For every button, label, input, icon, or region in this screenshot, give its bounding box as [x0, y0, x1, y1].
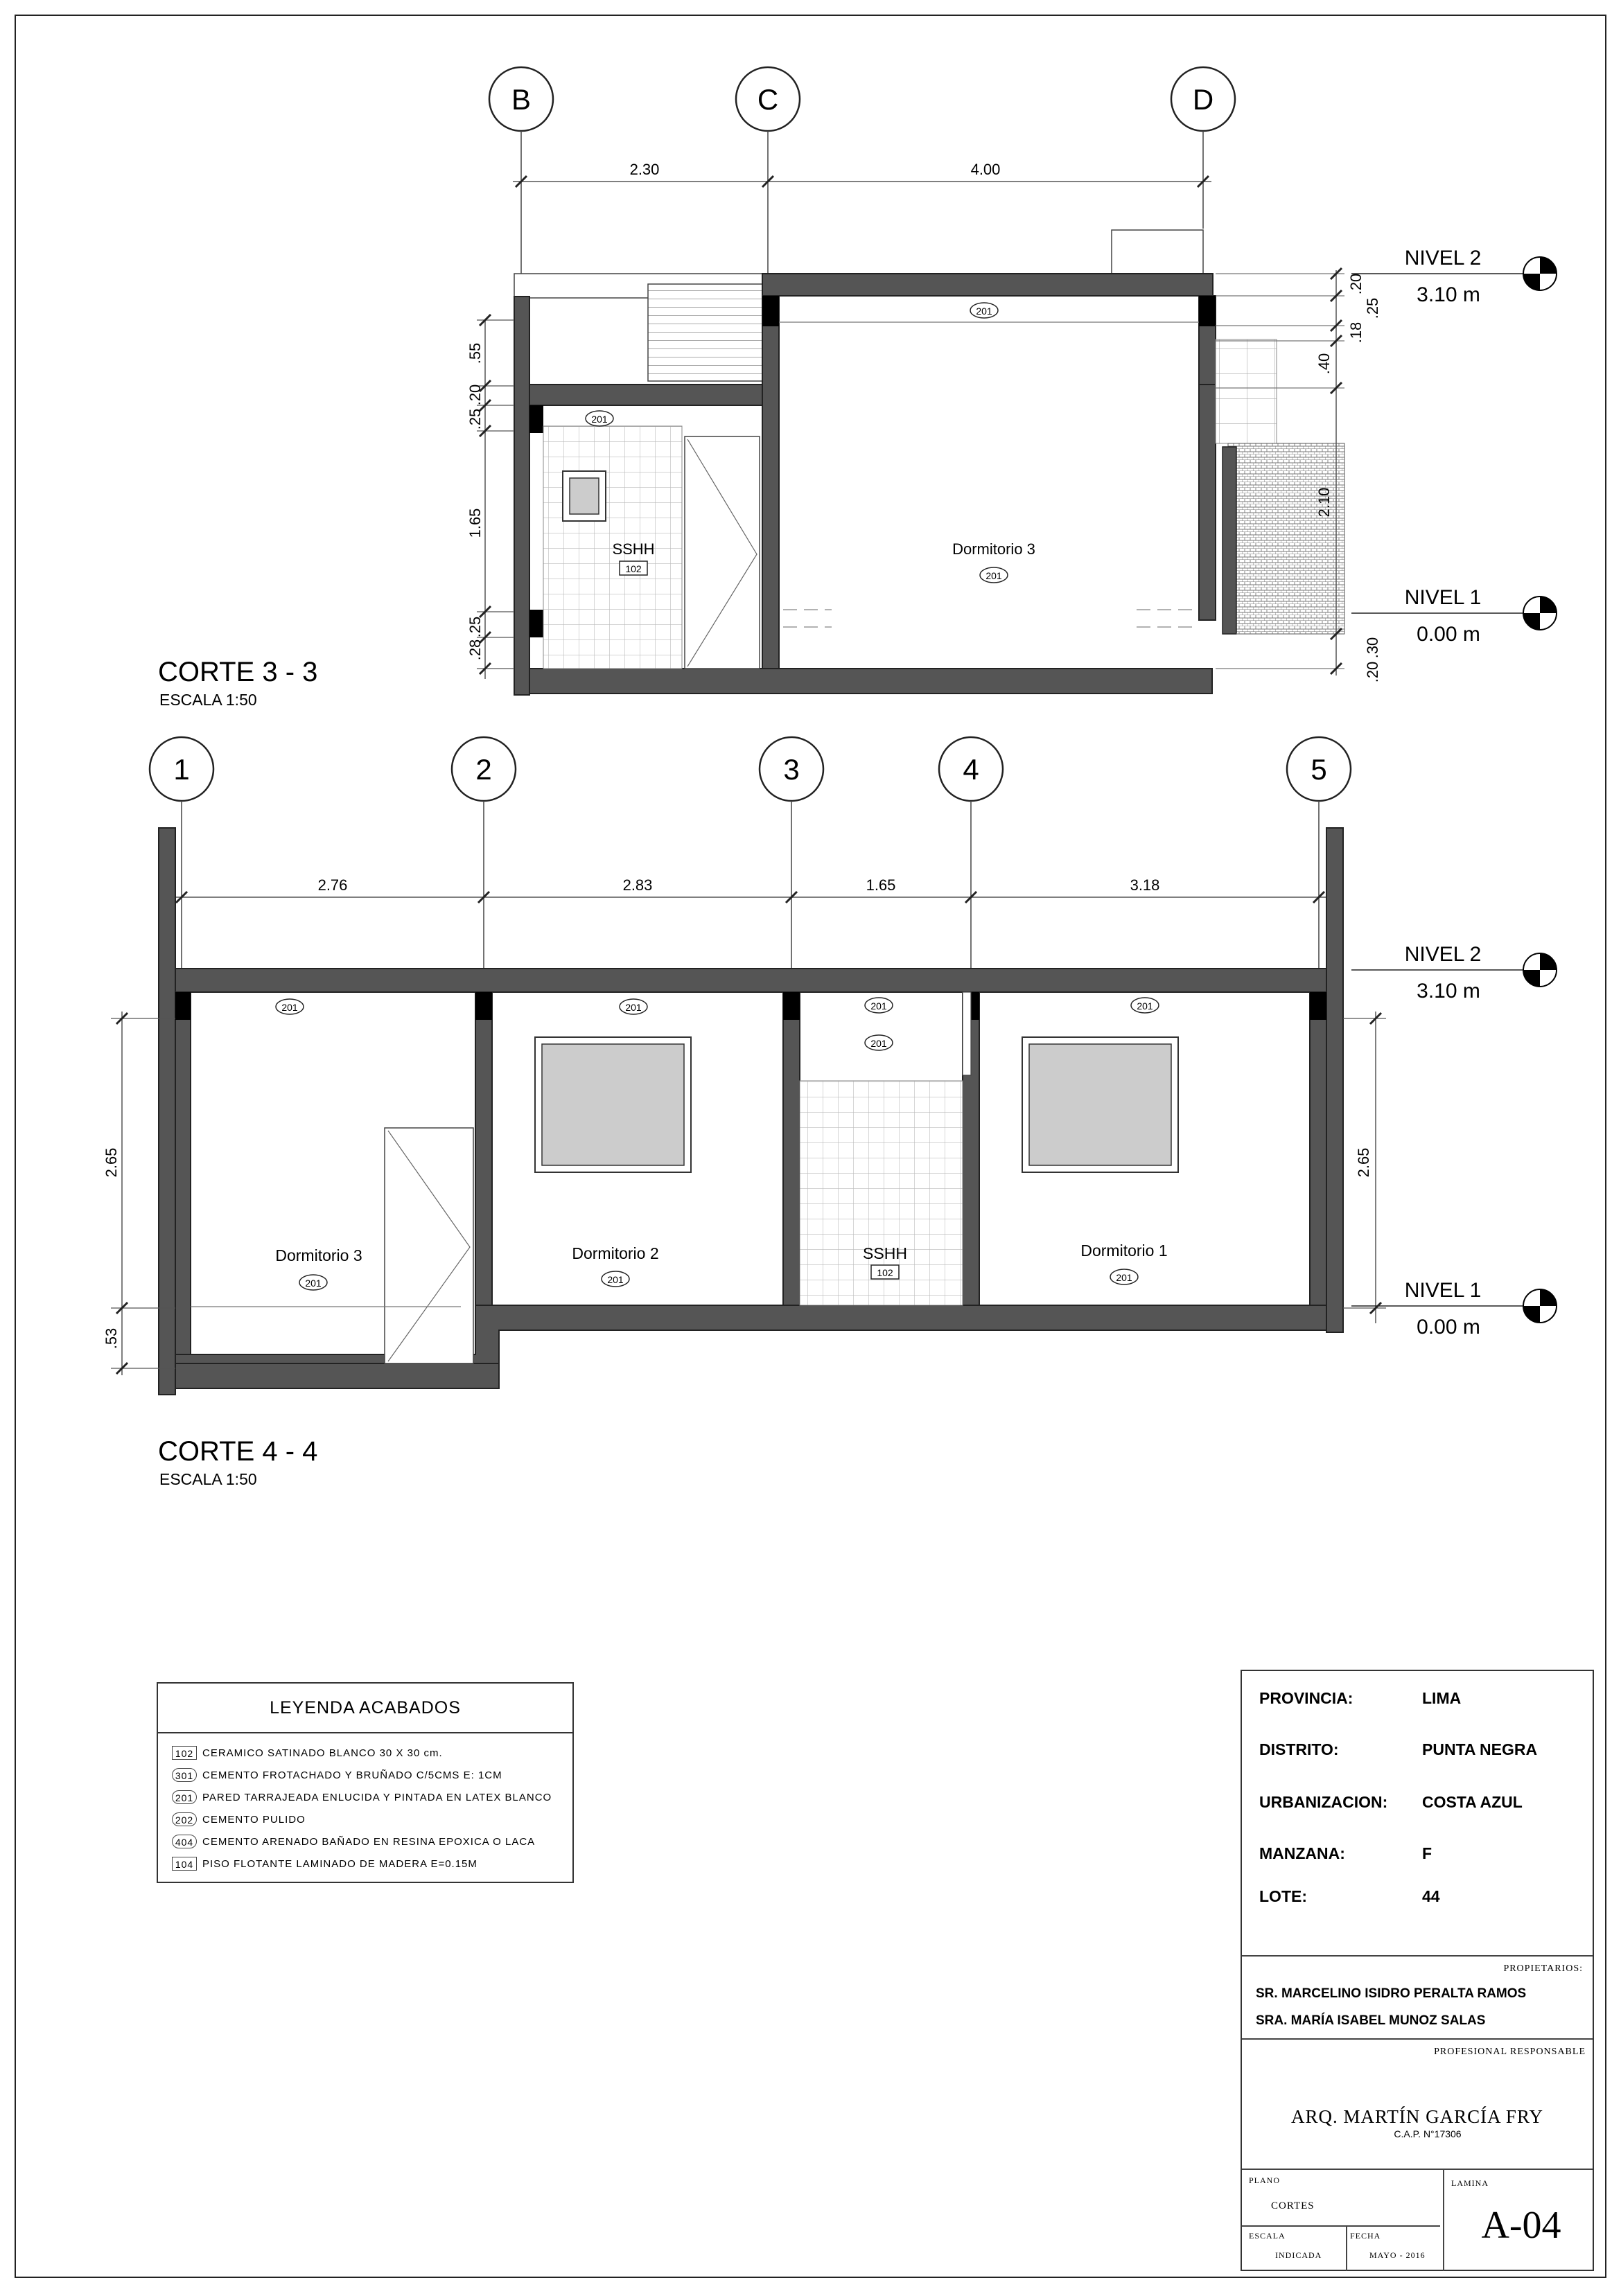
ceiling-tag-sshh-4-4: 201: [870, 1000, 887, 1012]
dim-2.83: 2.83: [622, 876, 653, 894]
escala-value: INDICADA: [1275, 2250, 1322, 2260]
dim-right-0.30: .30: [1364, 637, 1381, 659]
legend-code: 202: [172, 1812, 197, 1826]
legend-text: CEMENTO ARENADO BAÑADO EN RESINA EPOXICA O LACA: [202, 1835, 536, 1848]
room-code-sshh-3-3: 102: [625, 563, 642, 574]
level-label-nivel2-4-4: NIVEL 2: [1404, 943, 1482, 966]
dim-2.30: 2.30: [629, 161, 660, 178]
legend-title: LEYENDA ACABADOS: [158, 1684, 572, 1733]
ceiling-tag-dorm1-4-4: 201: [1137, 1000, 1153, 1012]
ceiling-tag-dorm2-4-4: 201: [625, 1002, 642, 1013]
plano-label: PLANO: [1249, 2175, 1281, 2185]
axis-5-marker: [1287, 737, 1351, 801]
title-block-field-value: F: [1422, 1844, 1432, 1862]
ceiling-tag-sshh-3-3: 201: [591, 414, 608, 425]
roof-slab-3-3: [762, 274, 1213, 296]
axis-4-label: 4: [963, 753, 979, 786]
level-marker-nivel1-4-4: [1351, 1279, 1557, 1339]
dim-left-0.25a: .25: [466, 408, 484, 430]
dim-left-0.55: .55: [466, 342, 484, 364]
axis-1-marker: [150, 737, 213, 801]
level-value-nivel1-3-3: 0.00 m: [1417, 623, 1480, 646]
legend-code: 201: [172, 1790, 197, 1804]
legend-code: 301: [172, 1768, 197, 1782]
dim-3.18: 3.18: [1130, 876, 1160, 894]
legend-text: CEMENTO FROTACHADO Y BRUÑADO C/5CMS E: 1CM: [202, 1769, 502, 1781]
section-title-4-4: CORTE 4 - 4: [158, 1436, 318, 1467]
section-title-3-3: CORTE 3 - 3: [158, 657, 318, 687]
title-block-field-label: URBANIZACION:: [1259, 1793, 1388, 1811]
legend-code: 404: [172, 1835, 197, 1848]
legend-item: [172, 1764, 566, 1786]
ceiling-tag-dorm3-4-4: 201: [281, 1002, 298, 1013]
level-label-nivel1-3-3: NIVEL 1: [1404, 586, 1482, 609]
dim-right-2.65: 2.65: [1355, 1147, 1372, 1178]
section-4-4: [103, 737, 1557, 1488]
room-label-dorm3-4-4: Dormitorio 3: [275, 1246, 362, 1264]
level-value-nivel1-4-4: 0.00 m: [1417, 1316, 1480, 1339]
room-label-sshh-3-3: SSHH: [612, 540, 655, 558]
legend-text: PARED TARRAJEADA ENLUCIDA Y PINTADA EN LATEX BLANCO: [202, 1791, 552, 1803]
legend-item: [172, 1853, 566, 1875]
legend-items: [172, 1742, 566, 1875]
axis-lines: [521, 131, 1203, 277]
level-marker-nivel2-4-4: [1351, 943, 1557, 1003]
legend-text: CEMENTO PULIDO: [202, 1813, 306, 1826]
lamina-label: LAMINA: [1451, 2178, 1489, 2188]
wall-tag-sshh-4-4: 201: [870, 1038, 887, 1049]
title-block-field-value: COSTA AZUL: [1422, 1793, 1523, 1811]
ceiling-tag-dorm3-3-3: 201: [976, 306, 992, 317]
owner-1: SR. MARCELINO ISIDRO PERALTA RAMOS: [1256, 1986, 1527, 2001]
title-block-field-label: MANZANA:: [1259, 1844, 1345, 1862]
axis-C-marker: [736, 67, 800, 131]
dim-left-0.20: .20: [466, 384, 484, 406]
room-label-sshh-4-4: SSHH: [863, 1244, 907, 1262]
legend-item: [172, 1830, 566, 1853]
door-dorm3-4-4: [385, 1128, 473, 1363]
room-code-dorm1-4-4: 201: [1116, 1272, 1132, 1283]
room-code-dorm3-4-4: 201: [305, 1278, 322, 1289]
legend-code: 102: [172, 1746, 197, 1760]
level-value-nivel2-3-3: 3.10 m: [1417, 283, 1480, 306]
axis-B-label: B: [511, 83, 532, 116]
legend-box: [157, 1682, 574, 1883]
room-label-dorm3-3-3: Dormitorio 3: [952, 540, 1035, 558]
fecha-label: FECHA: [1350, 2231, 1381, 2241]
axis-B-marker: [489, 67, 553, 131]
architect-name: ARQ. MARTÍN GARCÍA FRY: [1291, 2106, 1543, 2127]
dim-right-0.20: .20: [1347, 273, 1365, 295]
axis-D-marker: [1171, 67, 1235, 131]
room-code-dorm2-4-4: 201: [607, 1274, 624, 1285]
legend-text: CERAMICO SATINADO BLANCO 30 X 30 cm.: [202, 1747, 443, 1759]
owners-label: PROPIETARIOS:: [1503, 1963, 1583, 1974]
dim-right-0.40: .40: [1315, 353, 1333, 375]
room-label-dorm1-4-4: Dormitorio 1: [1080, 1242, 1168, 1260]
dim-2.76: 2.76: [317, 876, 348, 894]
dim-left-0.53: .53: [103, 1327, 120, 1350]
dim-right-0.18: .18: [1347, 321, 1365, 344]
escala-label: ESCALA: [1249, 2231, 1286, 2241]
level-marker-nivel2-3-3: [1351, 247, 1557, 306]
dim-right-0.20b: .20: [1364, 661, 1381, 683]
dim-left-0.28: .28: [466, 639, 484, 661]
architect-cap: C.A.P. N°17306: [1394, 2128, 1462, 2139]
level-label-nivel1-4-4: NIVEL 1: [1404, 1279, 1482, 1302]
door-3-3: [685, 436, 760, 669]
axis-C-label: C: [757, 83, 779, 116]
level-marker-nivel1-3-3: [1351, 586, 1557, 646]
dim-right-0.25: .25: [1364, 297, 1381, 319]
floor-slab-4-4: [175, 1305, 1326, 1363]
section-scale-3-3: ESCALA 1:50: [159, 691, 257, 709]
title-block: [1241, 1670, 1594, 2271]
dim-4.00: 4.00: [970, 161, 1001, 178]
dim-right-2.10: 2.10: [1315, 487, 1333, 518]
axis-4-marker: [939, 737, 1003, 801]
room-label-dorm2-4-4: Dormitorio 2: [572, 1244, 659, 1262]
dim-left-2.65: 2.65: [103, 1147, 120, 1178]
title-block-field-value: PUNTA NEGRA: [1422, 1740, 1538, 1758]
plano-value: CORTES: [1271, 2200, 1315, 2211]
legend-item: [172, 1808, 566, 1830]
room-code-dorm3-3-3: 201: [985, 570, 1002, 581]
axis-2-label: 2: [475, 753, 492, 786]
legend-item: [172, 1786, 566, 1808]
owner-2: SRA. MARÍA ISABEL MUNOZ SALAS: [1256, 2013, 1486, 2028]
lamina-value: A-04: [1481, 2204, 1561, 2247]
axis-3-marker: [760, 737, 823, 801]
axis-3-label: 3: [783, 753, 800, 786]
dim-left-1.65: 1.65: [466, 508, 484, 538]
axis-2-marker: [452, 737, 516, 801]
level-label-nivel2-3-3: NIVEL 2: [1404, 247, 1482, 270]
professional-label: PROFESIONAL RESPONSABLE: [1434, 2047, 1586, 2057]
floor-slab-3-3: [529, 669, 1212, 694]
section-scale-4-4: ESCALA 1:50: [159, 1470, 257, 1488]
title-block-field-label: PROVINCIA:: [1259, 1689, 1353, 1707]
title-block-field-label: DISTRITO:: [1259, 1740, 1339, 1758]
dim-left-0.25b: .25: [466, 616, 484, 638]
title-block-field-value: LIMA: [1422, 1689, 1462, 1707]
level-value-nivel2-4-4: 3.10 m: [1417, 980, 1480, 1003]
legend-item: [172, 1742, 566, 1764]
legend-code: 104: [172, 1857, 197, 1871]
dim-1.65: 1.65: [866, 876, 896, 894]
fecha-value: MAYO - 2016: [1369, 2250, 1426, 2260]
legend-text: PISO FLOTANTE LAMINADO DE MADERA E=0.15M: [202, 1857, 477, 1870]
axis-5-label: 5: [1311, 753, 1327, 786]
roof-slab-4-4: [175, 969, 1326, 992]
title-block-field-value: 44: [1422, 1887, 1440, 1905]
stair-element: [648, 284, 762, 381]
title-block-field-label: LOTE:: [1259, 1887, 1307, 1905]
axis-D-label: D: [1192, 83, 1214, 116]
axis-1-label: 1: [173, 753, 190, 786]
room-code-sshh-4-4: 102: [877, 1267, 893, 1278]
section-3-3: [158, 67, 1557, 709]
